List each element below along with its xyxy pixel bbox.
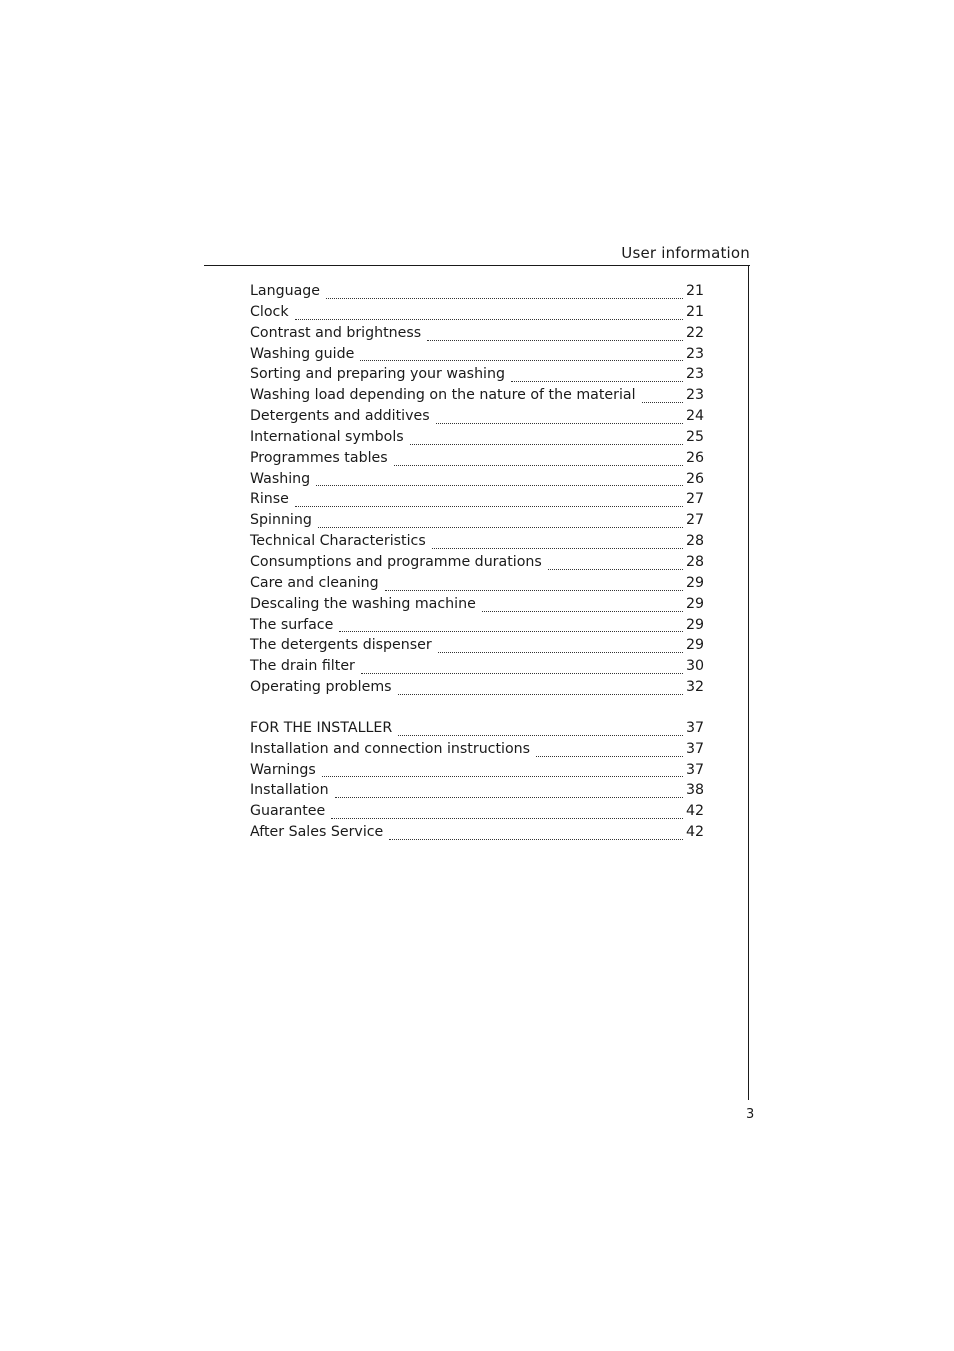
toc-entry[interactable] — [250, 469, 704, 490]
toc-entry[interactable] — [250, 573, 704, 594]
toc-entry-title: Descaling the washing machine — [250, 595, 476, 612]
toc-entry[interactable] — [250, 427, 704, 448]
toc-entry[interactable] — [250, 780, 704, 801]
toc-entry-title: After Sales Service — [250, 824, 384, 841]
toc-group-installer — [250, 718, 704, 843]
toc-entry-title: Care and cleaning — [250, 574, 379, 591]
toc-dot-leader — [331, 817, 683, 819]
toc-entry-title: Guarantee — [250, 803, 326, 820]
toc-entry-title: The drain filter — [250, 658, 355, 675]
toc-entry-page: 26 — [685, 449, 704, 466]
toc-entry-page: 29 — [685, 574, 704, 591]
header-divider — [204, 265, 750, 266]
toc-entry-page: 22 — [685, 324, 704, 341]
toc-dot-leader — [335, 796, 683, 798]
toc-entry-page: 28 — [685, 553, 704, 570]
toc-entry[interactable] — [250, 510, 704, 531]
toc-dot-leader — [318, 526, 683, 528]
toc-entry[interactable] — [250, 635, 704, 656]
toc-entry[interactable] — [250, 615, 704, 636]
toc-dot-leader — [548, 568, 683, 570]
toc-entry[interactable] — [250, 323, 704, 344]
toc-entry-title: Language — [250, 283, 321, 299]
toc-dot-leader — [326, 297, 683, 299]
toc-entry-page: 29 — [685, 637, 704, 654]
toc-entry-title: Technical Characteristics — [250, 533, 426, 550]
toc-entry-title: FOR THE INSTALLER — [250, 719, 393, 736]
toc-dot-leader — [642, 401, 683, 403]
toc-entry[interactable] — [250, 760, 704, 781]
toc-entry-page: 23 — [685, 387, 704, 404]
toc-entry[interactable] — [250, 677, 704, 698]
margin-divider — [748, 265, 749, 1100]
toc-dot-leader — [339, 630, 683, 632]
toc-entry-page: 23 — [685, 345, 704, 362]
toc-entry-title: Programmes tables — [250, 449, 388, 466]
toc-dot-leader — [389, 838, 683, 840]
table-of-contents — [250, 281, 704, 843]
toc-entry-page: 23 — [685, 366, 704, 383]
toc-entry-title: The surface — [250, 616, 334, 633]
toc-entry-title: Consumptions and programme durations — [250, 553, 542, 570]
toc-entry[interactable] — [250, 448, 704, 469]
toc-entry-page: 21 — [685, 303, 704, 320]
toc-entry[interactable] — [250, 385, 704, 406]
toc-dot-leader — [361, 672, 683, 674]
toc-dot-leader — [438, 651, 683, 653]
toc-dot-leader — [385, 589, 683, 591]
toc-entry-page: 27 — [685, 491, 704, 508]
toc-entry[interactable] — [250, 718, 704, 739]
toc-group-user — [250, 281, 704, 698]
toc-dot-leader — [398, 693, 683, 695]
toc-entry[interactable] — [250, 531, 704, 552]
toc-dot-leader — [436, 422, 683, 424]
toc-entry[interactable] — [250, 801, 704, 822]
toc-dot-leader — [398, 734, 683, 736]
toc-entry-page: 37 — [685, 761, 704, 778]
toc-entry-title: Washing guide — [250, 345, 355, 362]
toc-entry-page: 37 — [685, 740, 704, 757]
toc-entry[interactable] — [250, 302, 704, 323]
toc-entry[interactable] — [250, 364, 704, 385]
toc-entry-page: 29 — [685, 595, 704, 612]
toc-entry-title: Spinning — [250, 512, 312, 529]
toc-entry-page: 26 — [685, 470, 704, 487]
toc-dot-leader — [322, 775, 683, 777]
toc-entry-title: Operating problems — [250, 679, 392, 696]
toc-entry[interactable] — [250, 594, 704, 615]
toc-entry[interactable] — [250, 281, 704, 302]
toc-dot-leader — [316, 484, 683, 486]
toc-entry-page: 27 — [685, 512, 704, 529]
toc-dot-leader — [394, 464, 683, 466]
toc-entry-page: 42 — [685, 803, 704, 820]
toc-entry[interactable] — [250, 552, 704, 573]
toc-entry-page: 32 — [685, 679, 704, 696]
toc-dot-leader — [482, 610, 683, 612]
toc-entry[interactable] — [250, 344, 704, 365]
toc-entry[interactable] — [250, 406, 704, 427]
toc-dot-leader — [536, 755, 683, 757]
toc-entry-title: Rinse — [250, 491, 289, 508]
toc-entry-page: 29 — [685, 616, 704, 633]
toc-entry-title: Installation and connection instructions — [250, 740, 531, 757]
toc-entry-title: The detergents dispenser — [250, 637, 432, 654]
toc-entry-title: International symbols — [250, 428, 404, 445]
toc-entry-title: Contrast and brightness — [250, 324, 422, 341]
toc-entry[interactable] — [250, 656, 704, 677]
toc-dot-leader — [511, 380, 683, 382]
toc-entry-title: Clock — [250, 303, 289, 320]
section-header: User information — [621, 244, 750, 262]
toc-entry-title: Detergents and additives — [250, 408, 430, 425]
toc-entry-title: Washing load depending on the nature of the material — [250, 387, 636, 404]
toc-entry[interactable] — [250, 822, 704, 843]
toc-dot-leader — [410, 443, 683, 445]
toc-dot-leader — [360, 359, 683, 361]
toc-dot-leader — [427, 339, 683, 341]
toc-entry-title: Warnings — [250, 761, 316, 778]
toc-entry-title: Installation — [250, 782, 329, 799]
toc-entry-page: 30 — [685, 658, 704, 675]
toc-entry-page: 42 — [685, 824, 704, 841]
toc-entry[interactable] — [250, 489, 704, 510]
toc-dot-leader — [432, 547, 683, 549]
toc-entry-page: 28 — [685, 533, 704, 550]
toc-entry[interactable] — [250, 739, 704, 760]
toc-entry-title: Washing — [250, 470, 311, 487]
toc-entry-page: 25 — [685, 428, 704, 445]
toc-entry-page: 21 — [685, 283, 704, 299]
toc-dot-leader — [295, 505, 683, 507]
toc-dot-leader — [295, 318, 683, 320]
toc-entry-page: 37 — [685, 719, 704, 736]
toc-entry-page: 38 — [685, 782, 704, 799]
page-number: 3 — [746, 1107, 755, 1122]
toc-entry-page: 24 — [685, 408, 704, 425]
toc-entry-title: Sorting and preparing your washing — [250, 366, 506, 383]
